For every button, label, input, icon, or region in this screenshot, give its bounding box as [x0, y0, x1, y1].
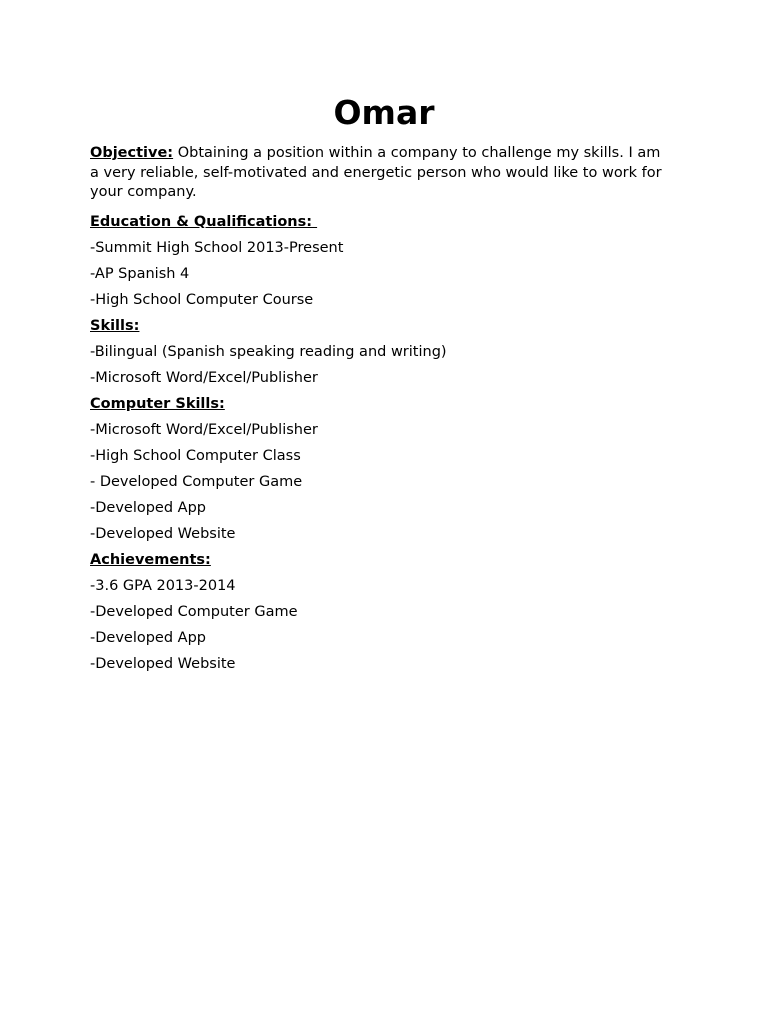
objective-paragraph: [90, 144, 670, 203]
list-item: -Developed Website: [90, 525, 236, 542]
list-item: -3.6 GPA 2013-2014: [90, 577, 236, 594]
list-item: -High School Computer Course: [90, 291, 314, 308]
section-education: [90, 209, 670, 313]
section-heading: Achievements:: [90, 551, 211, 568]
list-item: -Developed Computer Game: [90, 603, 298, 620]
list-item: -High School Computer Class: [90, 447, 301, 464]
list-item: -Microsoft Word/Excel/Publisher: [90, 421, 318, 438]
list-item: - Developed Computer Game: [90, 473, 303, 490]
section-heading: Computer Skills:: [90, 395, 225, 412]
section-heading: Education & Qualifications:: [90, 213, 318, 230]
section-heading: Skills:: [90, 317, 140, 334]
list-item: -AP Spanish 4: [90, 265, 190, 282]
list-item: -Microsoft Word/Excel/Publisher: [90, 369, 318, 386]
list-item: -Developed App: [90, 499, 206, 516]
list-item: -Developed Website: [90, 655, 236, 672]
resume-name: Omar: [333, 93, 435, 132]
resume-content: [90, 144, 670, 677]
list-item: -Bilingual (Spanish speaking reading and writing): [90, 343, 447, 360]
objective-text: Obtaining a position within a company to challenge my skills. I am a very reliable, self-motivated and energetic person who would like to work for your company.: [90, 145, 662, 200]
objective-label: Objective:: [90, 145, 174, 161]
section-achievements: [90, 547, 670, 677]
list-item: -Developed App: [90, 629, 206, 646]
section-skills: [90, 313, 670, 391]
list-item: -Summit High School 2013-Present: [90, 239, 344, 256]
section-computer-skills: [90, 391, 670, 547]
